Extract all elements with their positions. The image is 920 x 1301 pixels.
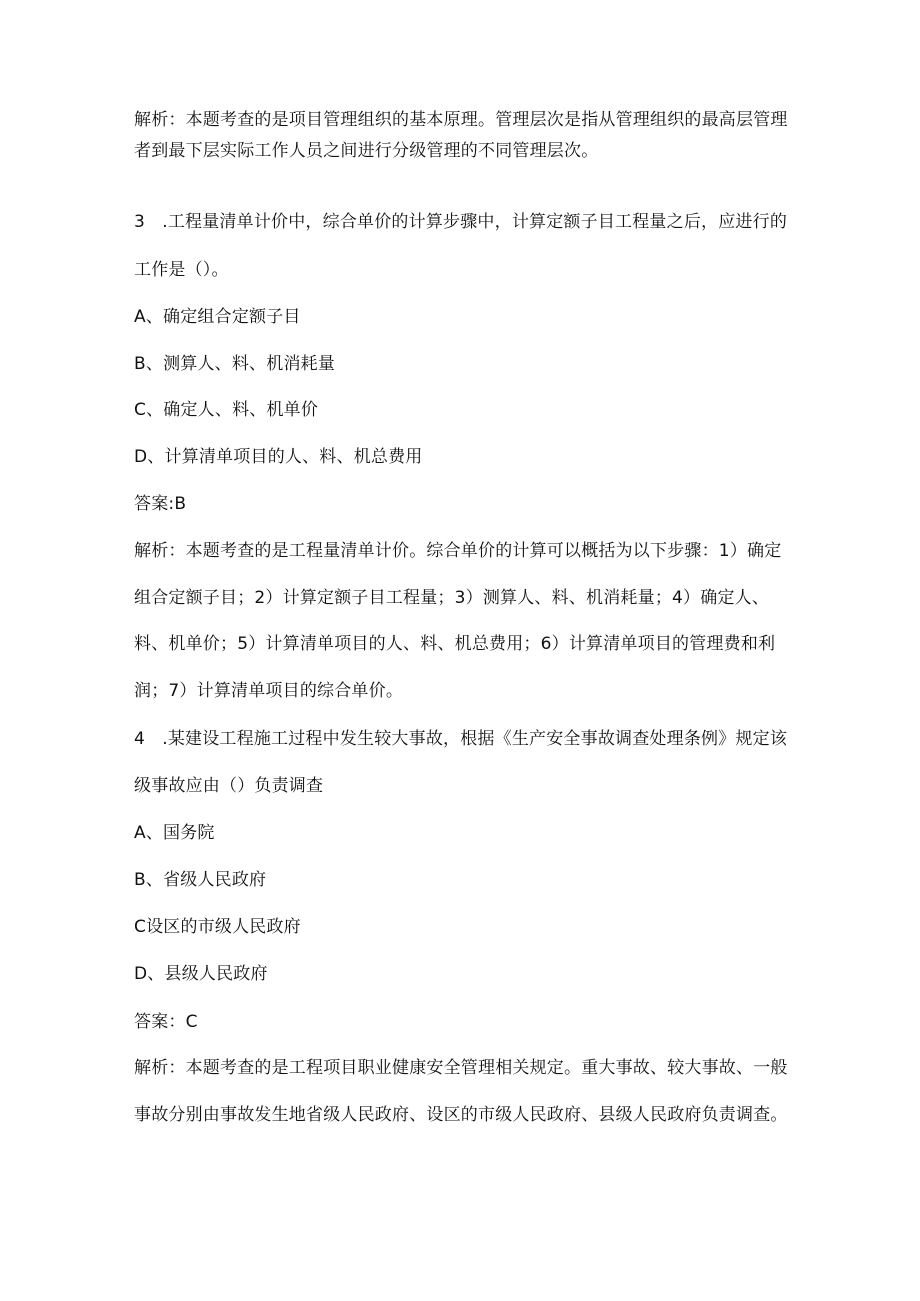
answer-text: 答案:B: [134, 494, 187, 514]
question-3-stem: 3 .工程量清单计价中，综合单价的计算步骤中，计算定额子目工程量之后，应进行的: [134, 212, 788, 232]
option-a: A、确定组合定额子目: [134, 307, 301, 327]
question-4-stem: 级事故应由（）负责调查: [134, 776, 324, 796]
analysis-text-line: 者到最下层实际工作人员之间进行分级管理的不同管理层次。: [134, 141, 599, 161]
analysis-text-line: 润；7）计算清单项目的综合单价。: [134, 681, 404, 701]
analysis-text-line: 解析：本题考查的是工程量清单计价。综合单价的计算可以概括为以下步骤：1）确定: [134, 541, 782, 561]
option-c: C设区的市级人民政府: [134, 917, 301, 937]
option-b: B、测算人、料、机消耗量: [134, 354, 336, 374]
analysis-text-line: 解析：本题考查的是工程项目职业健康安全管理相关规定。重大事故、较大事故、一般: [134, 1058, 788, 1078]
option-a: A、国务院: [134, 823, 215, 843]
analysis-text-line: 料、机单价；5）计算清单项目的人、料、机总费用；6）计算清单项目的管理费和利: [134, 634, 776, 654]
option-d: D、计算清单项目的人、料、机总费用: [134, 447, 423, 467]
analysis-text-line: 事故分别由事故发生地省级人民政府、设区的市级人民政府、县级人民政府负责调查。: [134, 1105, 788, 1125]
question-4-stem: 4 .某建设工程施工过程中发生较大事故，根据《生产安全事故调查处理条例》规定该: [134, 729, 788, 749]
option-b: B、省级人民政府: [134, 870, 267, 890]
question-3-stem: 工作是（）。: [134, 260, 229, 280]
answer-text: 答案：C: [134, 1012, 198, 1032]
analysis-text-line: 解析：本题考查的是项目管理组织的基本原理。管理层次是指从管理组织的最高层管理: [134, 110, 788, 130]
option-c: C、确定人、料、机单价: [134, 400, 319, 420]
option-d: D、县级人民政府: [134, 964, 268, 984]
analysis-text-line: 组合定额子目；2）计算定额子目工程量；3）测算人、料、机消耗量；4）确定人、: [134, 588, 770, 608]
